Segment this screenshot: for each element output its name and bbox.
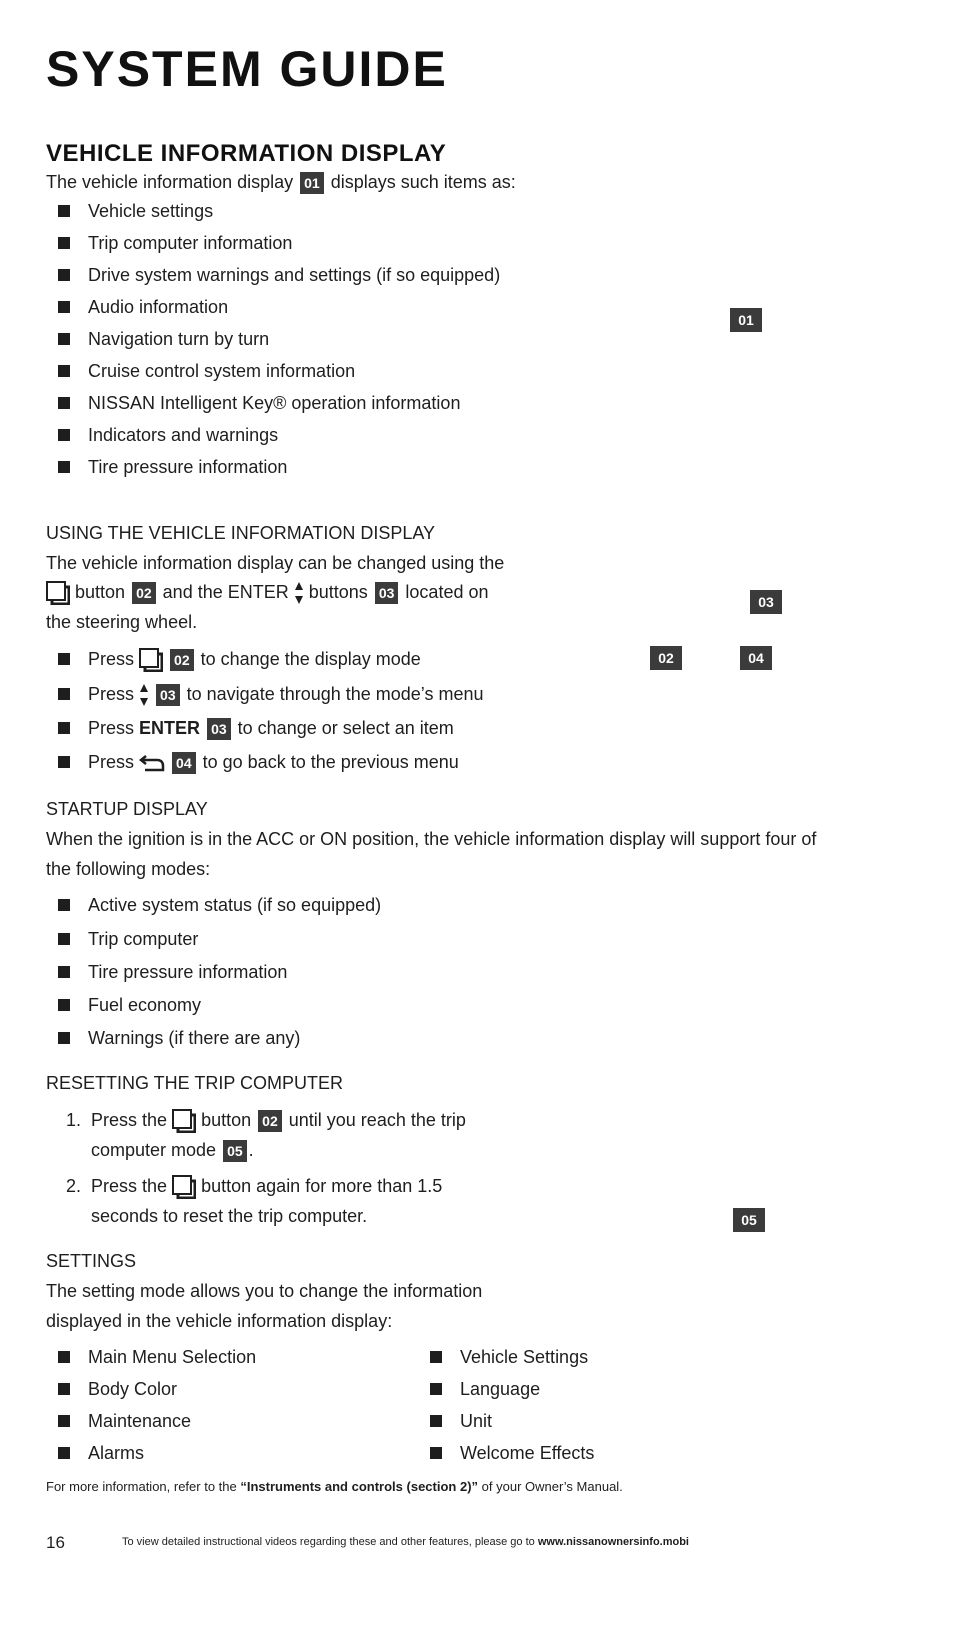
list-item-label: Vehicle settings (88, 201, 214, 221)
list-item (58, 927, 198, 951)
list-item-label: Body Color (88, 1379, 178, 1399)
bullet-icon (58, 933, 70, 945)
list-item-label: Unit (460, 1411, 493, 1431)
up-down-arrows-icon (294, 581, 304, 605)
list-item (58, 716, 454, 740)
bullet-icon (430, 1351, 442, 1363)
callout-badge: 04 (172, 752, 196, 774)
bullet-icon (58, 756, 70, 768)
note-text: For more information, refer to the (46, 1479, 237, 1494)
bullet-icon (58, 1032, 70, 1044)
list-item (58, 295, 228, 319)
settings-line-1: The setting mode allows you to change the information (46, 1281, 483, 1301)
using-text: located on (405, 582, 489, 602)
callout-badge: 02 (258, 1110, 282, 1132)
bullet-icon (58, 653, 70, 665)
list-item-label: Tire pressure information (88, 962, 288, 982)
list-item-label: NISSAN Intelligent Key® operation information (88, 393, 461, 413)
callout-badge: 05 (223, 1140, 247, 1162)
image-callout-badge: 02 (650, 646, 682, 670)
image-callout-badge: 01 (730, 308, 762, 332)
step-text: Press (88, 752, 135, 772)
using-text: and the ENTER (162, 582, 289, 602)
list-item (58, 327, 269, 351)
bullet-icon (58, 1415, 70, 1427)
footer-text: To view detailed instructional videos regarding these and other features, please go to (122, 1536, 535, 1548)
bullet-icon (58, 1447, 70, 1459)
note-text: of your Owner’s Manual. (481, 1479, 623, 1494)
list-item-label: Indicators and warnings (88, 425, 279, 445)
list-item-label: Fuel economy (88, 995, 202, 1015)
list-item (58, 391, 460, 415)
footer-note (122, 1536, 689, 1548)
list-item (58, 455, 287, 479)
list-item (430, 1409, 492, 1433)
list-item-label: Tire pressure information (88, 457, 288, 477)
step-text: button again for more than 1.5 (201, 1176, 443, 1196)
using-text: button (75, 582, 126, 602)
list-item (58, 647, 421, 672)
enter-label: ENTER (139, 718, 201, 738)
image-callout-badge: 03 (750, 590, 782, 614)
step-text: button (201, 1110, 252, 1130)
list-item (58, 1441, 144, 1465)
subheading-startup: STARTUP DISPLAY (46, 799, 208, 819)
bullet-icon (58, 269, 70, 281)
square-button-icon (172, 1175, 196, 1199)
step-number: 1. (66, 1110, 82, 1130)
footer-link[interactable]: www.nissanownersinfo.mobi (537, 1536, 689, 1548)
list-item (58, 423, 278, 447)
list-item (58, 993, 201, 1017)
intro-line (46, 170, 516, 194)
list-item-label: Maintenance (88, 1411, 192, 1431)
bullet-icon (58, 899, 70, 911)
step-text: until you reach the trip (288, 1110, 466, 1130)
bullet-icon (58, 1383, 70, 1395)
square-button-icon (172, 1109, 196, 1133)
list-item-label: Language (460, 1379, 541, 1399)
bullet-icon (58, 397, 70, 409)
list-item-label: Drive system warnings and settings (if so equipped) (88, 265, 501, 285)
list-item-label: Cruise control system information (88, 361, 356, 381)
list-item-label: Navigation turn by turn (88, 329, 270, 349)
step-text: to navigate through the mode’s menu (186, 684, 484, 704)
image-callout-badge: 05 (733, 1208, 765, 1232)
bullet-icon (58, 205, 70, 217)
step-text: Press (88, 684, 135, 704)
subheading-using: USING THE VEHICLE INFORMATION DISPLAY (46, 523, 436, 543)
bullet-icon (58, 461, 70, 473)
list-item (58, 1377, 177, 1401)
list-item-label: Welcome Effects (460, 1443, 595, 1463)
bullet-icon (58, 429, 70, 441)
bullet-icon (58, 1351, 70, 1363)
bullet-icon (58, 301, 70, 313)
step-text: computer mode (91, 1140, 217, 1160)
back-arrow-icon (139, 753, 165, 773)
list-item (58, 199, 213, 223)
list-item-label: Trip computer (88, 929, 199, 949)
list-item (58, 263, 500, 287)
bullet-icon (58, 365, 70, 377)
bullet-icon (430, 1415, 442, 1427)
subheading-settings: SETTINGS (46, 1251, 137, 1271)
list-item (58, 359, 355, 383)
step-text: Press (88, 649, 135, 669)
bullet-icon (58, 688, 70, 700)
step-number: 2. (66, 1176, 82, 1196)
list-item-label: Alarms (88, 1443, 145, 1463)
subheading-resetting: RESETTING THE TRIP COMPUTER (46, 1073, 344, 1093)
reset-step-1 (66, 1108, 466, 1133)
bullet-icon (58, 999, 70, 1011)
startup-line-2: the following modes: (46, 859, 211, 879)
step-text: Press the (91, 1176, 168, 1196)
intro-text-before: The vehicle information display (46, 172, 294, 192)
step-text: Press (88, 718, 135, 738)
list-item-label: Main Menu Selection (88, 1347, 257, 1367)
bullet-icon (58, 722, 70, 734)
intro-text-after: displays such items as: (330, 172, 516, 192)
list-item (58, 960, 287, 984)
list-item (58, 893, 381, 917)
square-button-icon (139, 648, 163, 672)
callout-badge: 03 (375, 582, 399, 604)
list-item (430, 1345, 588, 1369)
list-item-label: Warnings (if there are any) (88, 1028, 301, 1048)
bullet-icon (430, 1383, 442, 1395)
image-callout-badge: 04 (740, 646, 772, 670)
step-text: . (248, 1140, 254, 1160)
using-line-3: the steering wheel. (46, 612, 198, 632)
list-item-label: Audio information (88, 297, 229, 317)
up-down-arrows-icon (139, 683, 149, 707)
callout-badge: 02 (170, 649, 194, 671)
list-item (58, 1409, 191, 1433)
callout-badge: 03 (156, 684, 180, 706)
section-title: VEHICLE INFORMATION DISPLAY (46, 140, 447, 167)
list-item (58, 231, 292, 255)
list-item (58, 1026, 300, 1050)
bullet-icon (430, 1447, 442, 1459)
callout-badge: 01 (300, 172, 324, 194)
reset-step-2-cont: seconds to reset the trip computer. (91, 1206, 368, 1226)
list-item-label: Vehicle Settings (460, 1347, 589, 1367)
page-title: SYSTEM GUIDE (46, 41, 448, 97)
square-button-icon (46, 581, 70, 605)
step-text: to change or select an item (237, 718, 454, 738)
reset-step-1-cont (91, 1138, 254, 1162)
startup-line-1: When the ignition is in the ACC or ON position, the vehicle information display will support four of (46, 829, 817, 849)
list-item-label: Trip computer information (88, 233, 293, 253)
callout-badge: 02 (132, 582, 156, 604)
step-text: to change the display mode (200, 649, 421, 669)
using-line-1: The vehicle information display can be changed using the (46, 553, 505, 573)
reset-step-2 (66, 1174, 442, 1199)
step-text: Press the (91, 1110, 168, 1130)
bullet-icon (58, 966, 70, 978)
manual-section-reference: “Instruments and controls (section 2)” (240, 1479, 479, 1494)
list-item (58, 750, 459, 774)
callout-badge: 03 (207, 718, 231, 740)
bullet-icon (58, 237, 70, 249)
bullet-icon (58, 333, 70, 345)
list-item (58, 682, 484, 707)
more-info-note (46, 1479, 623, 1494)
list-item (58, 1345, 256, 1369)
step-text: to go back to the previous menu (202, 752, 459, 772)
list-item (430, 1377, 540, 1401)
page-number: 16 (46, 1533, 65, 1552)
using-line-2 (46, 580, 489, 605)
settings-line-2: displayed in the vehicle information display: (46, 1311, 393, 1331)
list-item-label: Active system status (if so equipped) (88, 895, 382, 915)
using-text: buttons (308, 582, 368, 602)
list-item (430, 1441, 594, 1465)
